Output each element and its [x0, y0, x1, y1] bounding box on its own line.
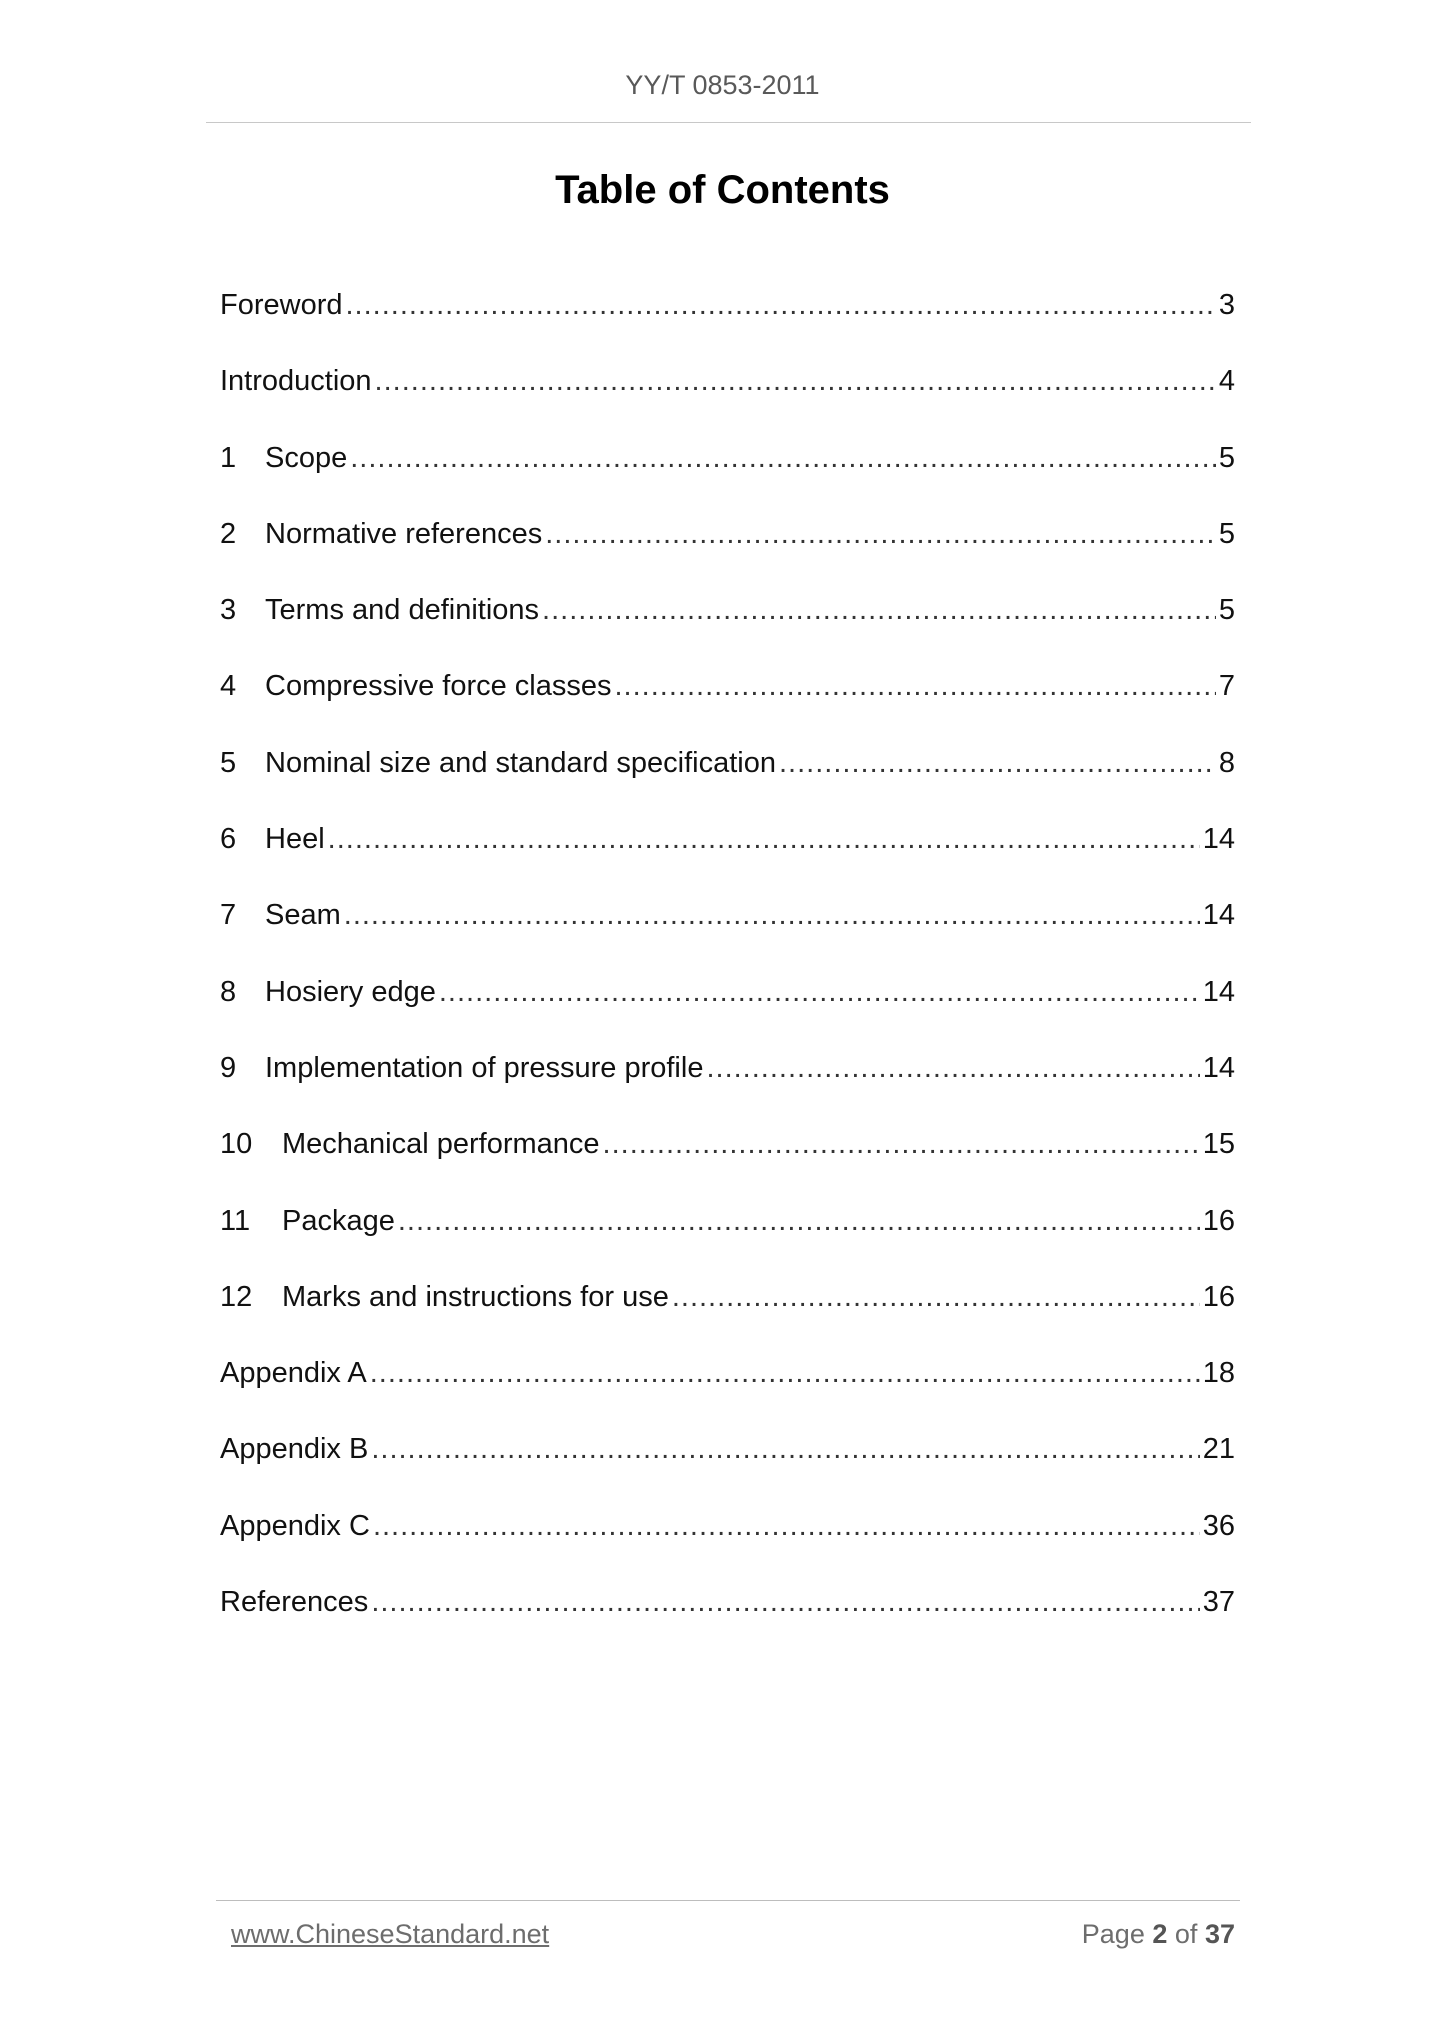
toc-entry[interactable] — [220, 899, 1235, 975]
current-page-number: 2 — [1152, 1919, 1168, 1949]
page-indicator — [1082, 1919, 1235, 1950]
toc-entry[interactable] — [220, 1433, 1235, 1509]
toc-entry-title: Foreword — [220, 289, 343, 321]
toc-entry-number: 7 — [220, 899, 237, 932]
toc-dot-leader — [545, 518, 1216, 551]
toc-dot-leader — [603, 1128, 1200, 1161]
toc-entry[interactable] — [220, 823, 1235, 899]
toc-entry-page: 7 — [1218, 670, 1235, 703]
toc-entry-number: 5 — [220, 746, 237, 779]
toc-entry-page: 14 — [1202, 975, 1235, 1008]
toc-dot-leader — [371, 1433, 1199, 1466]
toc-entry-title: Terms and definitions — [265, 594, 540, 627]
document-id: YY/T 0853-2011 — [625, 70, 820, 100]
toc-list — [220, 289, 1235, 1662]
toc-entry-page: 8 — [1218, 746, 1235, 779]
toc-entry-title: Nominal size and standard specification — [265, 746, 776, 779]
toc-dot-leader — [672, 1281, 1200, 1314]
toc-entry[interactable] — [220, 289, 1235, 365]
toc-entry[interactable] — [220, 1052, 1235, 1128]
header-divider — [206, 122, 1251, 123]
toc-entry[interactable] — [220, 442, 1235, 518]
toc-entry-page: 14 — [1202, 899, 1235, 932]
toc-entry-title: References — [220, 1586, 369, 1619]
toc-dot-leader — [370, 1357, 1200, 1390]
toc-entry-number: 3 — [220, 594, 237, 627]
toc-entry-title: Compressive force classes — [265, 670, 612, 703]
toc-entry-title: Introduction — [220, 365, 372, 398]
toc-entry[interactable] — [220, 1205, 1235, 1281]
website-link[interactable]: www.ChineseStandard.net — [231, 1919, 550, 1949]
toc-dot-leader — [346, 289, 1216, 322]
toc-dot-leader — [344, 899, 1200, 932]
toc-entry-title: Heel — [265, 823, 325, 856]
toc-dot-leader — [706, 1052, 1199, 1085]
toc-entry-page: 15 — [1202, 1128, 1235, 1161]
toc-entry-title: Seam — [265, 899, 341, 932]
toc-entry-title: Appendix C — [220, 1509, 370, 1542]
toc-entry-number: 9 — [220, 1051, 237, 1084]
toc-entry-page: 16 — [1202, 1204, 1235, 1237]
toc-entry[interactable] — [220, 670, 1235, 746]
toc-entry[interactable] — [220, 1357, 1235, 1433]
toc-entry-title: Appendix B — [220, 1433, 369, 1466]
toc-entry[interactable] — [220, 594, 1235, 670]
toc-entry[interactable] — [220, 976, 1235, 1052]
toc-dot-leader — [439, 976, 1200, 1009]
toc-entry-page: 4 — [1218, 365, 1235, 398]
toc-entry-page: 14 — [1202, 1051, 1235, 1084]
toc-entry[interactable] — [220, 1128, 1235, 1204]
footer-divider — [216, 1900, 1240, 1901]
toc-entry-number: 6 — [220, 823, 237, 856]
toc-entry-number: 2 — [220, 517, 237, 550]
toc-entry-number: 1 — [220, 441, 237, 474]
toc-entry-page: 5 — [1218, 517, 1235, 550]
toc-entry[interactable] — [220, 1510, 1235, 1586]
toc-entry-page: 21 — [1202, 1433, 1235, 1466]
toc-entry-title: Scope — [265, 441, 348, 474]
toc-entry-number: 12 — [220, 1280, 253, 1313]
toc-entry[interactable] — [220, 1586, 1235, 1662]
toc-entry-title: Mechanical performance — [282, 1128, 600, 1161]
toc-entry[interactable] — [220, 747, 1235, 823]
toc-dot-leader — [779, 747, 1216, 780]
toc-entry-title: Marks and instructions for use — [282, 1280, 669, 1313]
toc-entry-page: 5 — [1218, 594, 1235, 627]
total-pages-number: 37 — [1204, 1919, 1235, 1949]
toc-dot-leader — [373, 1510, 1200, 1543]
toc-entry-title: Implementation of pressure profile — [265, 1051, 704, 1084]
toc-entry-number: 4 — [220, 670, 237, 703]
toc-dot-leader — [375, 365, 1216, 398]
toc-entry-title: Package — [282, 1204, 395, 1237]
toc-dot-leader — [542, 594, 1216, 627]
toc-dot-leader — [398, 1205, 1200, 1238]
toc-entry-number: 10 — [220, 1128, 253, 1161]
toc-entry-number: 11 — [220, 1204, 251, 1237]
toc-entry-title: Appendix A — [220, 1357, 367, 1390]
page-label: Page — [1081, 1919, 1145, 1949]
toc-entry-page: 16 — [1202, 1280, 1235, 1313]
toc-entry-page: 37 — [1202, 1586, 1235, 1619]
toc-entry-page: 36 — [1202, 1509, 1235, 1542]
toc-entry[interactable] — [220, 1281, 1235, 1357]
page-title: Table of Contents — [555, 168, 890, 212]
toc-entry-page: 5 — [1218, 441, 1235, 474]
toc-entry[interactable] — [220, 518, 1235, 594]
toc-dot-leader — [371, 1586, 1199, 1619]
toc-dot-leader — [350, 442, 1216, 475]
toc-entry-title: Normative references — [265, 517, 543, 550]
toc-entry-number: 8 — [220, 975, 237, 1008]
toc-entry-page: 18 — [1202, 1357, 1235, 1390]
toc-entry-page: 3 — [1218, 289, 1235, 321]
toc-entry-page: 14 — [1202, 823, 1235, 856]
toc-dot-leader — [615, 670, 1216, 703]
of-label: of — [1174, 1919, 1198, 1949]
toc-entry-title: Hosiery edge — [265, 975, 436, 1008]
toc-entry[interactable] — [220, 365, 1235, 441]
toc-dot-leader — [328, 823, 1200, 856]
